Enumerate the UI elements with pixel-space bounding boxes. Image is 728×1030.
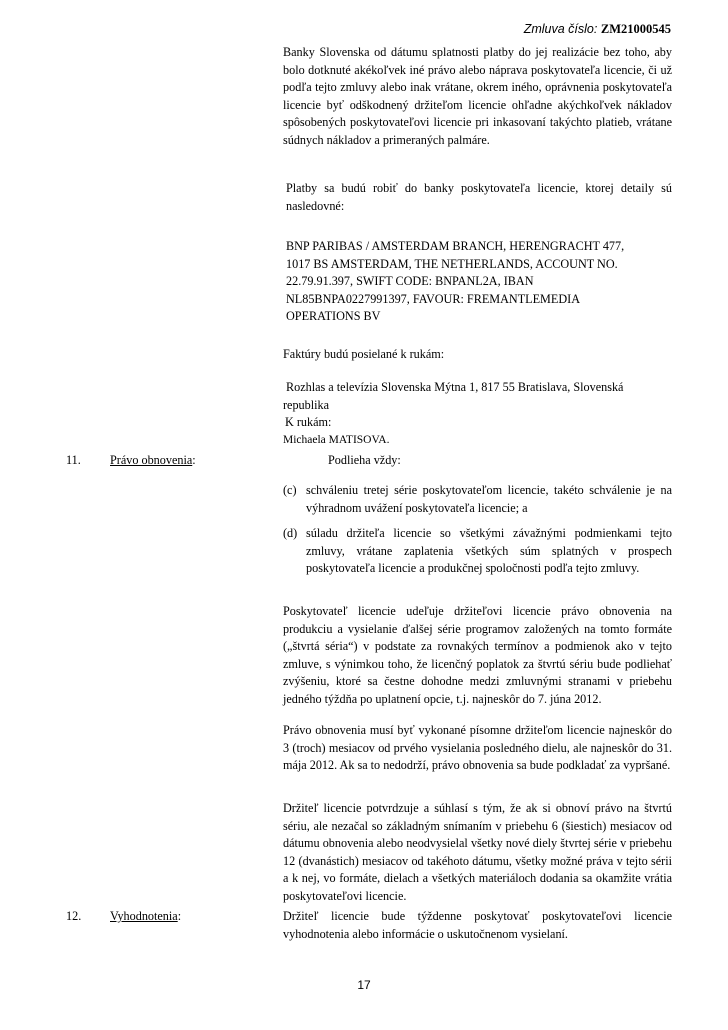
list-item-label: (c) (283, 483, 297, 497)
bank-line: NL85BNPA0227991397, FAVOUR: FREMANTLEMEDIA (286, 291, 580, 306)
contract-label: Zmluva číslo: (523, 22, 598, 36)
paragraph: Právo obnovenia musí byť vykonané písomne držiteľom licencie najneskôr do 3 (troch) mesiacov od prvého vysielania posledného dielu, ale najneskôr do 31. mája 2012. Ak sa to nedodrží, právo obnovenia sa bude podkladať za vypršané. (283, 723, 672, 773)
section-colon: : (177, 909, 182, 923)
list-item (283, 482, 672, 517)
contract-number: ZM21000545 (600, 22, 671, 36)
section-colon: : (192, 453, 196, 467)
attention-label: K rukám: (285, 415, 332, 430)
bank-line: 22.79.91.397, SWIFT CODE: BNPANL2A, IBAN (286, 274, 534, 289)
section-heading (110, 452, 196, 470)
payment-paragraph: Platby sa budú robiť do banky poskytovateľa licencie, ktorej detaily sú nasledovné: (286, 181, 672, 213)
paragraph: Poskytovateľ licencie udeľuje držiteľovi licencie právo obnovenia na produkciu a vysielanie ďalšej série programov založených na tomto formáte („štvrtá séria“) v podstate za rovnakých termínov a podmienok ako v tejto zmluve, s výnimkou toho, že licenčný poplatok za štvrtú sériu bude podliehať zvýšeniu, ktoré sa čestne dohodne medzi zmluvnými stranami v priebehu jedného týždňa po uplatnení opcie, t.j. najneskôr do 7. júna 2012. (283, 604, 672, 706)
bank-details (286, 238, 672, 326)
list-item-text: schváleniu tretej série poskytovateľom licencie, takéto schválenie je na výhradnom uvážení poskytovateľa licencie; a (306, 483, 672, 515)
paragraph: Držiteľ licencie bude týždenne poskytovať poskytovateľovi licencie vyhodnotenia alebo informácie o uskutočnenom vysielaní. (283, 909, 672, 941)
section-title: Právo obnovenia (110, 453, 193, 467)
invoice-address (283, 379, 672, 449)
bank-line: OPERATIONS BV (286, 309, 381, 324)
paragraph: Držiteľ licencie potvrdzuje a súhlasí s tým, že ak si obnoví právo na štvrtú sériu, ale nezačal so základným snímaním v priebehu 6 (šiestich) mesiacov od dátumu obnovenia alebo neodvysielal všetky nové diely štvrtej série v priebehu 12 (dvanástich) mesiacov od takéhoto dátumu, všetky možné práva v tejto sérii a k nej, vo formáte, dielach a všetkých materiáloch dodania sa okamžite vrátia poskytovateľovi licencie. (283, 801, 672, 903)
section-number: 11. (66, 453, 81, 467)
page-number: 17 (357, 978, 371, 992)
list-item-label: (d) (283, 526, 298, 540)
section-intro: Podlieha vždy: (328, 453, 401, 467)
address-line: republika (283, 397, 330, 412)
list-item-text: súladu držiteľa licencie so všetkými závažnými podmienkami tejto zmluvy, vrátane zaplatenia všetkých súm splatných v prospech poskytovateľa licencie a produkčnej spoločnosti podľa tejto zmluvy. (306, 526, 672, 576)
contract-header (524, 21, 671, 37)
bank-line: 1017 BS AMSTERDAM, THE NETHERLANDS, ACCOUNT NO. (286, 256, 618, 271)
section-number: 12. (66, 909, 82, 923)
attention-name: Michaela MATISOVA. (283, 433, 390, 446)
section-heading (110, 908, 181, 926)
bank-line: BNP PARIBAS / AMSTERDAM BRANCH, HERENGRACHT 477, (286, 239, 625, 253)
invoices-line: Faktúry budú posielané k rukám: (283, 347, 445, 361)
continuation-paragraph: Banky Slovenska od dátumu splatnosti platby do jej realizácie bez toho, aby bolo dotknuté akékoľvek iné právo alebo náprava poskytovateľa licencie, či už podľa tejto zmluvy alebo inak vrátane, okrem iného, oprávnenia poskytovateľa licencie byť odškodnený držiteľom licencie ohľadne akýchkoľvek nákladov spôsobených poskytovateľovi licencie pri inkasovaní takýchto platieb, vrátane súdnych nákladov a primeraných palmáre. (283, 45, 672, 147)
section-title: Vyhodnotenia (110, 909, 178, 923)
list-item (283, 525, 672, 578)
address-line: Rozhlas a televízia Slovenska Mýtna 1, 817 55 Bratislava, Slovenská (286, 380, 624, 394)
